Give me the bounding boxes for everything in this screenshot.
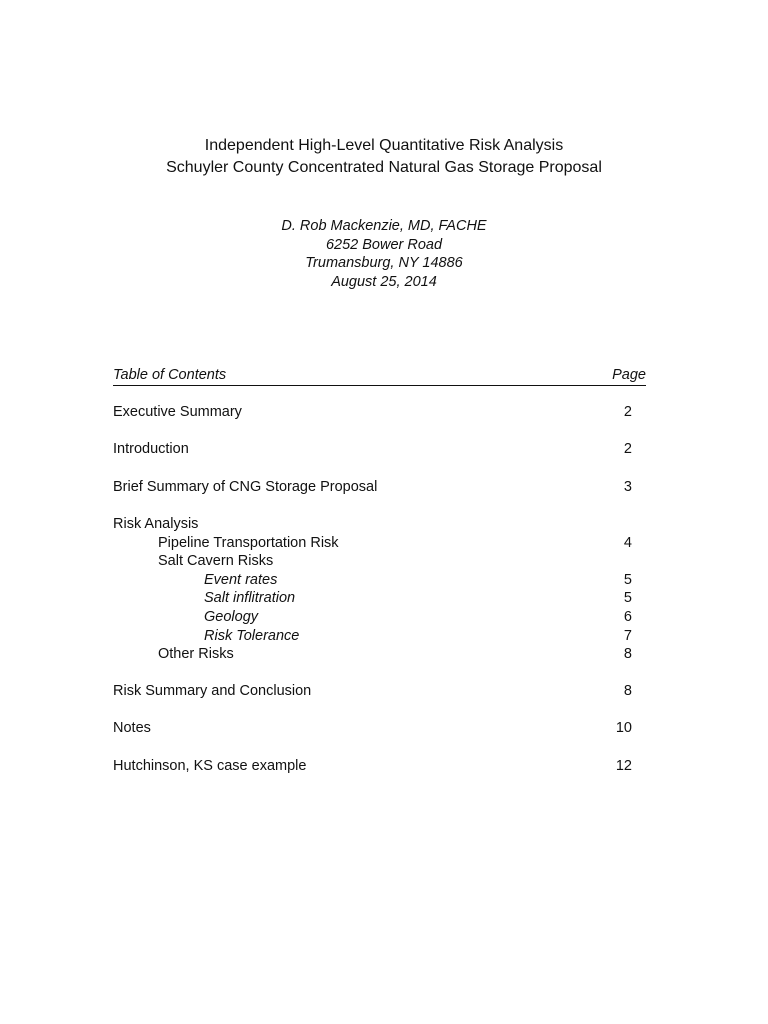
toc-entry-page: 4 (623, 535, 632, 551)
toc-subsubentry (113, 609, 632, 628)
toc-entry-label: Event rates (204, 572, 278, 588)
toc-entry-label: Salt inflitration (204, 590, 296, 606)
toc-subentry (113, 646, 632, 665)
toc-header (113, 366, 646, 386)
toc-entry-page: 5 (623, 572, 632, 588)
toc-entry-label: Executive Summary (113, 404, 242, 420)
toc-entry-label: Other Risks (158, 646, 234, 662)
toc-entry-page: 3 (623, 479, 632, 495)
document-title-line2: Schuyler County Concentrated Natural Gas Storage Proposal (166, 159, 602, 176)
toc-page-heading: Page (612, 367, 646, 383)
toc-subsubentry (113, 572, 632, 591)
toc-entry-page: 8 (623, 683, 632, 699)
toc-entry (113, 479, 632, 498)
toc-entry-page: 2 (623, 404, 632, 420)
toc-entry-page: 12 (615, 758, 632, 774)
toc-entry (113, 683, 632, 702)
toc-entry-label: Geology (204, 609, 259, 625)
toc-entry-label: Risk Summary and Conclusion (113, 683, 312, 699)
toc-entry (113, 516, 632, 535)
toc-entry-label: Brief Summary of CNG Storage Proposal (113, 479, 378, 495)
toc-entry-page: 2 (623, 441, 632, 457)
toc-entry (113, 758, 632, 777)
toc-subentry (113, 535, 632, 554)
toc-entry-page: 10 (615, 720, 632, 736)
toc-entry (113, 441, 632, 460)
toc-entry-label: Risk Analysis (113, 516, 199, 532)
toc-subsubentry (113, 628, 632, 647)
toc-entry-page: 7 (623, 628, 632, 644)
document-title-line1: Independent High-Level Quantitative Risk Analysis (204, 137, 564, 154)
toc-entry-label: Notes (113, 720, 151, 736)
toc-entry-page: 6 (623, 609, 632, 625)
author-street: 6252 Bower Road (325, 237, 443, 253)
author-city: Trumansburg, NY 14886 (305, 255, 463, 271)
toc-heading: Table of Contents (113, 367, 227, 383)
toc-subsubentry (113, 590, 632, 609)
toc-entry-label: Introduction (113, 441, 189, 457)
author-name: D. Rob Mackenzie, MD, FACHE (281, 218, 487, 234)
toc-entry-page: 5 (623, 590, 632, 606)
toc-entry-page: 8 (623, 646, 632, 662)
document-date: August 25, 2014 (331, 274, 437, 290)
toc-entry-label: Salt Cavern Risks (158, 553, 274, 569)
toc-subentry (113, 553, 632, 572)
toc-entry-label: Pipeline Transportation Risk (158, 535, 339, 551)
toc-entry-label: Hutchinson, KS case example (113, 758, 307, 774)
toc-entry-label: Risk Tolerance (204, 628, 300, 644)
toc-entry (113, 404, 632, 423)
toc-entry (113, 720, 632, 739)
